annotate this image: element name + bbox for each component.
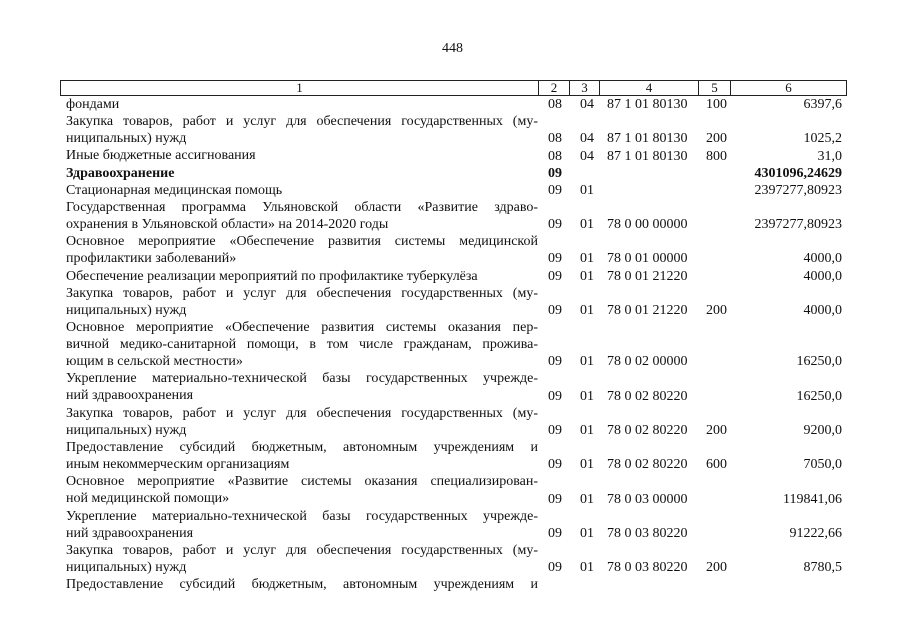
table-row — [0, 542, 905, 576]
table-row — [0, 439, 905, 473]
description-line: ющим в сельской местности» — [66, 353, 243, 369]
description-line: вичной медико-санитарной помощи, в том числе гражданам, прожива- — [66, 336, 538, 352]
subsection-code: 01 — [580, 302, 594, 318]
subsection-code: 04 — [580, 131, 594, 147]
table-row — [0, 199, 905, 233]
description-line: Стационарная медицинская помощь — [66, 182, 283, 198]
amount-value: 7050,0 — [803, 457, 842, 473]
expense-type-code: 200 — [706, 302, 727, 318]
table-header-col-4: 4 — [600, 80, 699, 96]
expense-type-code: 100 — [706, 97, 727, 113]
section-code: 09 — [548, 251, 562, 267]
expense-type-code: 600 — [706, 457, 727, 473]
section-code: 09 — [548, 182, 562, 198]
amount-value: 2397277,80923 — [754, 182, 842, 198]
section-code: 09 — [548, 302, 562, 318]
subsection-code: 04 — [580, 97, 594, 113]
table-row — [0, 576, 905, 593]
amount-value: 16250,0 — [796, 388, 842, 404]
target-article-code: 78 0 02 80220 — [607, 422, 688, 438]
subsection-code: 01 — [580, 251, 594, 267]
description-line: ниципальных) нужд — [66, 302, 187, 318]
table-row — [0, 165, 905, 182]
table-row — [0, 370, 905, 404]
description-line: Основное мероприятие «Обеспечение развития системы оказания пер- — [66, 319, 538, 335]
amount-value: 91222,66 — [789, 525, 842, 541]
section-code: 09 — [548, 268, 562, 284]
description-line: ной медицинской помощи» — [66, 491, 230, 507]
section-code: 09 — [548, 388, 562, 404]
section-code: 09 — [548, 217, 562, 233]
row-description — [66, 473, 538, 507]
page-number: 448 — [442, 41, 463, 56]
section-code: 09 — [548, 457, 562, 473]
expense-type-code: 800 — [706, 148, 727, 164]
row-description — [66, 319, 538, 370]
row-description — [66, 370, 538, 404]
target-article-code: 78 0 02 00000 — [607, 354, 688, 370]
table-row — [0, 233, 905, 267]
table-row — [0, 113, 905, 147]
target-article-code: 78 0 01 21220 — [607, 268, 688, 284]
description-line: профилактики заболеваний» — [66, 251, 237, 267]
section-code: 09 — [548, 560, 562, 576]
description-line: охранения в Ульяновской области» на 2014-2020 годы — [66, 216, 389, 232]
amount-value: 1025,2 — [803, 131, 842, 147]
row-description — [66, 439, 538, 473]
table-row — [0, 285, 905, 319]
row-description — [66, 233, 538, 267]
row-description — [66, 199, 538, 233]
section-code: 08 — [548, 97, 562, 113]
table-row — [0, 473, 905, 507]
row-description — [66, 165, 538, 182]
target-article-code: 78 0 01 00000 — [607, 251, 688, 267]
table-row — [0, 96, 905, 113]
description-line: Основное мероприятие «Развитие системы оказания специализирован- — [66, 474, 538, 490]
target-article-code: 78 0 01 21220 — [607, 302, 688, 318]
table-header-col-6: 6 — [731, 80, 847, 96]
description-line: ний здравоохранения — [66, 388, 194, 404]
amount-value: 2397277,80923 — [754, 217, 842, 233]
description-line: Закупка товаров, работ и услуг для обеспечения государственных (му- — [66, 542, 538, 558]
subsection-code: 01 — [580, 560, 594, 576]
subsection-code: 01 — [580, 525, 594, 541]
row-description — [66, 113, 538, 147]
table-row — [0, 405, 905, 439]
section-code: 09 — [548, 354, 562, 370]
description-line: Укрепление материально-технической базы государственных учрежде- — [66, 371, 538, 387]
subsection-code: 01 — [580, 491, 594, 507]
section-code: 09 — [548, 491, 562, 507]
subsection-code: 01 — [580, 354, 594, 370]
amount-value: 4301096,24629 — [754, 165, 842, 181]
expense-type-code: 200 — [706, 131, 727, 147]
description-line: ний здравоохранения — [66, 525, 194, 541]
row-description — [66, 96, 538, 113]
target-article-code: 78 0 00 00000 — [607, 217, 688, 233]
amount-value: 8780,5 — [803, 560, 842, 576]
description-line: ниципальных) нужд — [66, 559, 187, 575]
row-description — [66, 147, 538, 164]
description-line: Закупка товаров, работ и услуг для обеспечения государственных (му- — [66, 405, 538, 421]
description-line: Предоставление субсидий бюджетным, автономным учреждениям и — [66, 577, 538, 593]
amount-value: 4000,0 — [803, 268, 842, 284]
subsection-code: 01 — [580, 457, 594, 473]
target-article-code: 78 0 02 80220 — [607, 457, 688, 473]
section-code: 08 — [548, 131, 562, 147]
target-article-code: 87 1 01 80130 — [607, 131, 688, 147]
target-article-code: 87 1 01 80130 — [607, 148, 688, 164]
subsection-code: 01 — [580, 217, 594, 233]
description-line: ниципальных) нужд — [66, 422, 187, 438]
description-line: Основное мероприятие «Обеспечение развития системы медицинской — [66, 234, 538, 250]
table-row — [0, 147, 905, 164]
amount-value: 31,0 — [817, 148, 842, 164]
amount-value: 9200,0 — [803, 422, 842, 438]
target-article-code: 78 0 03 80220 — [607, 525, 688, 541]
description-line: Государственная программа Ульяновской области «Развитие здраво- — [66, 199, 538, 215]
table-header-col-3: 3 — [570, 80, 600, 96]
table-row — [0, 508, 905, 542]
table-header-col-5: 5 — [699, 80, 731, 96]
amount-value: 4000,0 — [803, 302, 842, 318]
row-description — [66, 268, 538, 285]
target-article-code: 78 0 03 00000 — [607, 491, 688, 507]
amount-value: 119841,06 — [783, 491, 842, 507]
table-row — [0, 182, 905, 199]
amount-value: 4000,0 — [803, 251, 842, 267]
row-description — [66, 542, 538, 576]
section-code: 09 — [548, 525, 562, 541]
description-line: ниципальных) нужд — [66, 131, 187, 147]
row-description — [66, 508, 538, 542]
amount-value: 6397,6 — [803, 97, 842, 113]
table-header-col-2: 2 — [539, 80, 570, 96]
table-row — [0, 268, 905, 285]
description-line: Укрепление материально-технической базы государственных учрежде- — [66, 508, 538, 524]
subsection-code: 01 — [580, 268, 594, 284]
subsection-code: 01 — [580, 422, 594, 438]
section-code: 09 — [548, 422, 562, 438]
description-line: Обеспечение реализации мероприятий по профилактике туберкулёза — [66, 268, 478, 284]
description-line: иным некоммерческим организациям — [66, 457, 290, 472]
description-line: Иные бюджетные ассигнования — [66, 148, 256, 164]
description-line: Закупка товаров, работ и услуг для обеспечения государственных (му- — [66, 285, 538, 301]
description-line: Предоставление субсидий бюджетным, автономным учреждениям и — [66, 440, 538, 455]
expense-type-code: 200 — [706, 560, 727, 576]
subsection-code: 04 — [580, 148, 594, 164]
row-description — [66, 576, 538, 593]
section-code: 09 — [548, 165, 562, 181]
subsection-code: 01 — [580, 182, 594, 198]
table-header-col-1: 1 — [60, 80, 539, 96]
row-description — [66, 405, 538, 439]
target-article-code: 87 1 01 80130 — [607, 97, 688, 113]
row-description — [66, 285, 538, 319]
description-line: Закупка товаров, работ и услуг для обеспечения государственных (му- — [66, 114, 538, 130]
section-code: 08 — [548, 148, 562, 164]
target-article-code: 78 0 03 80220 — [607, 560, 688, 576]
description-line: фондами — [66, 97, 120, 112]
amount-value: 16250,0 — [796, 354, 842, 370]
target-article-code: 78 0 02 80220 — [607, 388, 688, 404]
row-description — [66, 182, 538, 199]
expense-type-code: 200 — [706, 422, 727, 438]
subsection-code: 01 — [580, 388, 594, 404]
description-line: Здравоохранение — [66, 165, 175, 181]
table-row — [0, 319, 905, 370]
